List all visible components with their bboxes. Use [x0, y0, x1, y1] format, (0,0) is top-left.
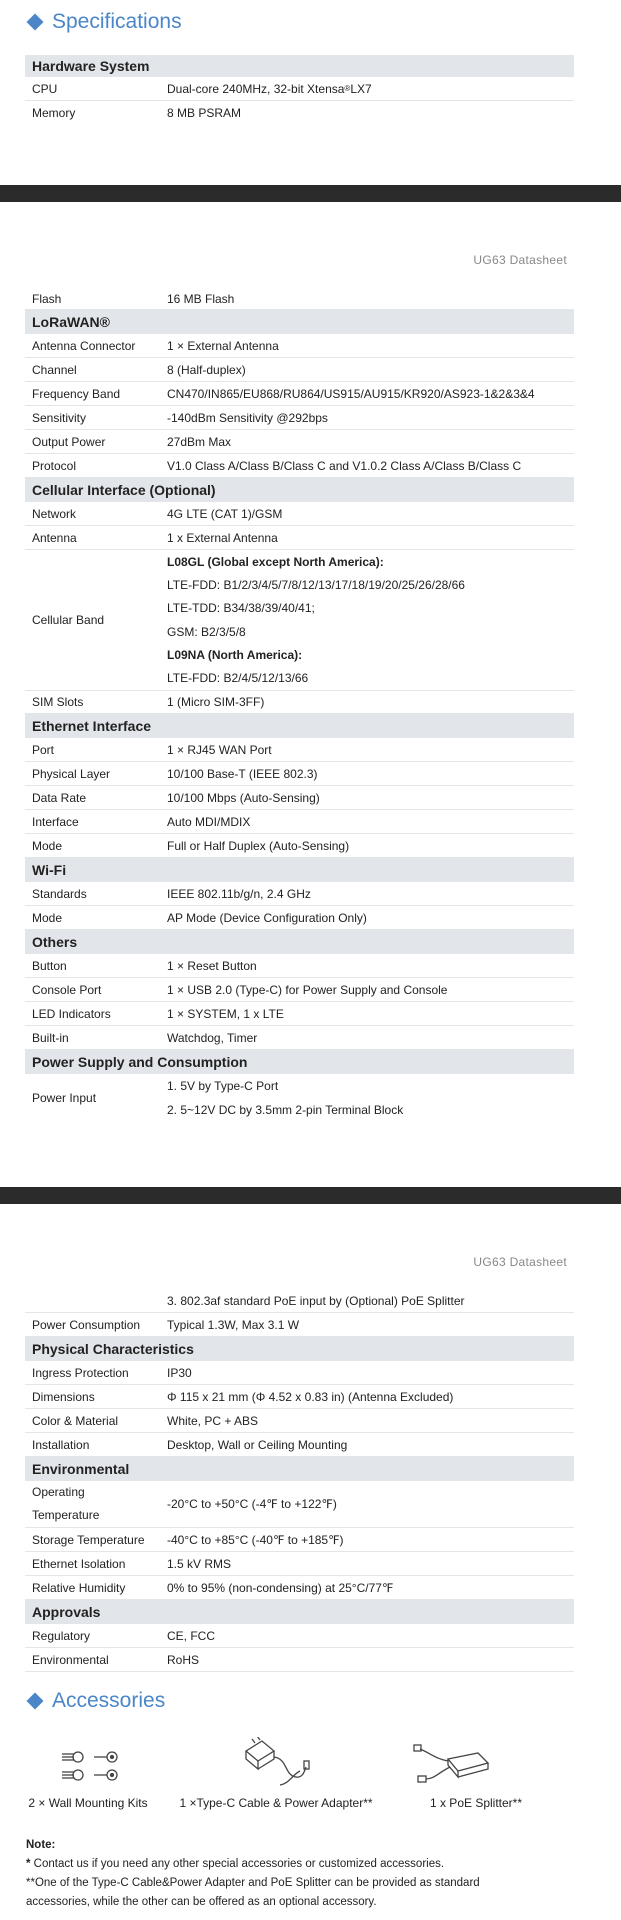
others-rows [25, 954, 574, 1050]
row-key: CPU [32, 81, 58, 96]
spec-table-page3 [25, 1290, 574, 1672]
table-row [25, 526, 574, 550]
row-key: SIM Slots [32, 695, 84, 709]
row-key: Operating Temperature [32, 1485, 100, 1522]
row-value: 1 × USB 2.0 (Type-C) for Power Supply and Console [167, 982, 448, 997]
row-value: 0% to 95% (non-condensing) at 25°C/77℉ [167, 1580, 394, 1595]
table-row [25, 1528, 574, 1552]
table-row-cellular-band [25, 550, 574, 691]
row-key: Data Rate [32, 790, 87, 805]
row-key: Protocol [32, 458, 77, 473]
accessories-title: Accessories [26, 1689, 165, 1713]
ethernet-rows [25, 738, 574, 858]
row-value: Auto MDI/MDIX [167, 814, 251, 829]
table-row [25, 1385, 574, 1409]
table-row [25, 430, 574, 454]
table-row [25, 1026, 574, 1050]
others-header: Others [25, 930, 574, 954]
row-value: RoHS [167, 1652, 200, 1667]
row-key: Standards [32, 886, 87, 901]
table-row [25, 738, 574, 762]
note-title: Note: [26, 1839, 56, 1851]
row-key: Power Input [32, 1091, 97, 1105]
table-row [25, 978, 574, 1002]
row-key: Ethernet Isolation [32, 1556, 126, 1571]
row-value: -40°C to +85°C (-40℉ to +185℉) [167, 1532, 344, 1547]
row-value: 10/100 Mbps (Auto-Sensing) [167, 790, 320, 805]
row-value: -20°C to +50°C (-4℉ to +122℉) [167, 1497, 337, 1511]
page-header: UG63 Datasheet [473, 1255, 567, 1269]
row-key: Dimensions [32, 1389, 95, 1404]
ethernet-header: Ethernet Interface [25, 714, 574, 738]
specifications-title: Specifications [26, 10, 182, 34]
row-value: 4G LTE (CAT 1)/GSM [167, 506, 283, 521]
row-value: L08GL (Global except North America): LTE-FDD: B1/2/3/4/5/7/8/12/13/17/18/19/20/25/26/28/66 LTE-TDD: B34/38/39/40/41; GSM: B2/3/5/8 L09NA (North America): LTE-FDD: B2/4/5/12/13/66 [167, 554, 465, 686]
table-row [25, 334, 574, 358]
row-value: Full or Half Duplex (Auto-Sensing) [167, 838, 350, 853]
accessory-label: 1 ×Type-C Cable & Power Adapter** [179, 1796, 373, 1810]
table-row [25, 882, 574, 906]
lorawan-rows [25, 334, 574, 478]
row-key: Antenna [32, 530, 77, 545]
row-value: CE, FCC [167, 1628, 215, 1643]
row-key: Antenna Connector [32, 338, 136, 353]
row-key: Output Power [32, 434, 106, 449]
environmental-header: Environmental [25, 1457, 574, 1481]
row-value: AP Mode (Device Configuration Only) [167, 910, 367, 925]
row-key: Color & Material [32, 1413, 119, 1428]
row-value: Watchdog, Timer [167, 1030, 258, 1045]
table-row [25, 1648, 574, 1672]
row-key: Network [32, 506, 77, 521]
row-key: Installation [32, 1437, 90, 1452]
row-key: Sensitivity [32, 410, 87, 425]
row-value: 1 (Micro SIM-3FF) [167, 695, 265, 709]
row-key: Frequency Band [32, 386, 121, 401]
row-key: Port [32, 742, 55, 757]
page-break-bar [0, 1187, 621, 1204]
row-key: Flash [32, 291, 62, 306]
row-value: 1.5 kV RMS [167, 1556, 232, 1571]
table-row [25, 406, 574, 430]
table-row [25, 358, 574, 382]
table-row [25, 1002, 574, 1026]
table-row [25, 1552, 574, 1576]
table-row [25, 1576, 574, 1600]
row-value: Φ 115 x 21 mm (Φ 4.52 x 0.83 in) (Antenna Excluded) [167, 1389, 454, 1404]
table-row [25, 786, 574, 810]
row-value: V1.0 Class A/Class B/Class C and V1.0.2 Class A/Class B/Class C [167, 458, 522, 473]
poe-splitter-icon [412, 1743, 492, 1787]
table-row [25, 1290, 574, 1313]
row-key: Environmental [32, 1652, 109, 1667]
wall-mounting-kit-icon [60, 1747, 124, 1787]
row-value: 8 (Half-duplex) [167, 362, 246, 377]
table-row [25, 502, 574, 526]
table-row [25, 77, 574, 101]
table-row [25, 101, 574, 125]
note-line: **One of the Type-C Cable&Power Adapter and PoE Splitter can be provided as standard [26, 1877, 480, 1889]
row-key: Button [32, 958, 67, 973]
row-key: Memory [32, 106, 76, 120]
row-key: Physical Layer [32, 766, 111, 781]
row-value: IEEE 802.11b/g/n, 2.4 GHz [167, 886, 311, 901]
approvals-rows [25, 1624, 574, 1672]
row-key: Channel [32, 362, 77, 377]
accessory-label: 2 × Wall Mounting Kits [28, 1796, 148, 1810]
row-value: 3. 802.3af standard PoE input by (Optional) PoE Splitter [167, 1294, 465, 1308]
hardware-table [25, 55, 574, 125]
note-line: * Contact us if you need any other special accessories or customized accessories. [26, 1858, 445, 1870]
page-header: UG63 Datasheet [473, 253, 567, 267]
accessory-label: 1 x PoE Splitter** [429, 1796, 523, 1810]
row-value: CN470/IN865/EU868/RU864/US915/AU915/KR920/AS923-1&2&3&4 [167, 386, 535, 401]
row-key: Built-in [32, 1030, 69, 1045]
row-key: Interface [32, 814, 79, 829]
row-value: 1 × External Antenna [167, 338, 279, 353]
row-key: Relative Humidity [32, 1580, 126, 1595]
hardware-header: Hardware System [25, 55, 574, 77]
row-key: Cellular Band [32, 613, 105, 627]
table-row [25, 834, 574, 858]
diamond-bullet-icon [27, 14, 44, 31]
power-header: Power Supply and Consumption [25, 1050, 574, 1074]
cellular-header: Cellular Interface (Optional) [25, 478, 574, 502]
row-value: -140dBm Sensitivity @292bps [167, 410, 328, 425]
table-row [25, 906, 574, 930]
row-key: Power Consumption [32, 1317, 141, 1332]
table-row-power-input [25, 1074, 574, 1122]
table-row [25, 1624, 574, 1648]
note-line: accessories, while the other can be offered as an optional accessory. [26, 1896, 377, 1908]
row-value: 16 MB Flash [167, 291, 235, 306]
row-key: Console Port [32, 982, 102, 997]
table-row [25, 1313, 574, 1337]
table-row [25, 691, 574, 714]
table-row [25, 454, 574, 478]
table-row-operating-temperature [25, 1481, 574, 1528]
row-key: Ingress Protection [32, 1365, 129, 1380]
table-row [25, 1361, 574, 1385]
approvals-header: Approvals [25, 1600, 574, 1624]
spec-table-page2 [25, 288, 574, 1122]
wifi-rows [25, 882, 574, 930]
power-adapter-icon [240, 1737, 312, 1789]
wifi-header: Wi-Fi [25, 858, 574, 882]
row-value: Typical 1.3W, Max 3.1 W [167, 1317, 300, 1332]
table-row [25, 762, 574, 786]
row-value: 27dBm Max [167, 434, 232, 449]
row-key [25, 1290, 167, 1312]
row-value: IP30 [167, 1365, 192, 1380]
accessories-note [26, 1836, 586, 1912]
diamond-bullet-icon [27, 1693, 44, 1710]
row-value: 1 × SYSTEM, 1 x LTE [167, 1006, 284, 1021]
row-value: 1 x External Antenna [167, 530, 278, 545]
environmental-rows [25, 1528, 574, 1600]
page-break-bar [0, 185, 621, 202]
row-value: Dual-core 240MHz, 32-bit Xtensa ® LX7 [167, 81, 372, 96]
row-value: 1. 5V by Type-C Port 2. 5~12V DC by 3.5mm 2-pin Terminal Block [167, 1079, 404, 1117]
row-value: 10/100 Base-T (IEEE 802.3) [167, 766, 318, 781]
row-value: 1 × RJ45 WAN Port [167, 742, 272, 757]
physical-header: Physical Characteristics [25, 1337, 574, 1361]
row-value: 8 MB PSRAM [167, 106, 242, 120]
table-row [25, 810, 574, 834]
table-row [25, 288, 574, 310]
table-row [25, 1433, 574, 1457]
row-key: Storage Temperature [32, 1532, 145, 1547]
row-key: LED Indicators [32, 1006, 111, 1021]
row-value: Desktop, Wall or Ceiling Mounting [167, 1437, 348, 1452]
table-row [25, 382, 574, 406]
row-value: 1 × Reset Button [167, 958, 257, 973]
row-key: Mode [32, 838, 63, 853]
row-key: Mode [32, 910, 63, 925]
table-row [25, 1409, 574, 1433]
row-key: Regulatory [32, 1628, 91, 1643]
physical-rows [25, 1361, 574, 1457]
lorawan-header: LoRaWAN® [25, 310, 574, 334]
table-row [25, 954, 574, 978]
row-value: White, PC + ABS [167, 1413, 259, 1428]
